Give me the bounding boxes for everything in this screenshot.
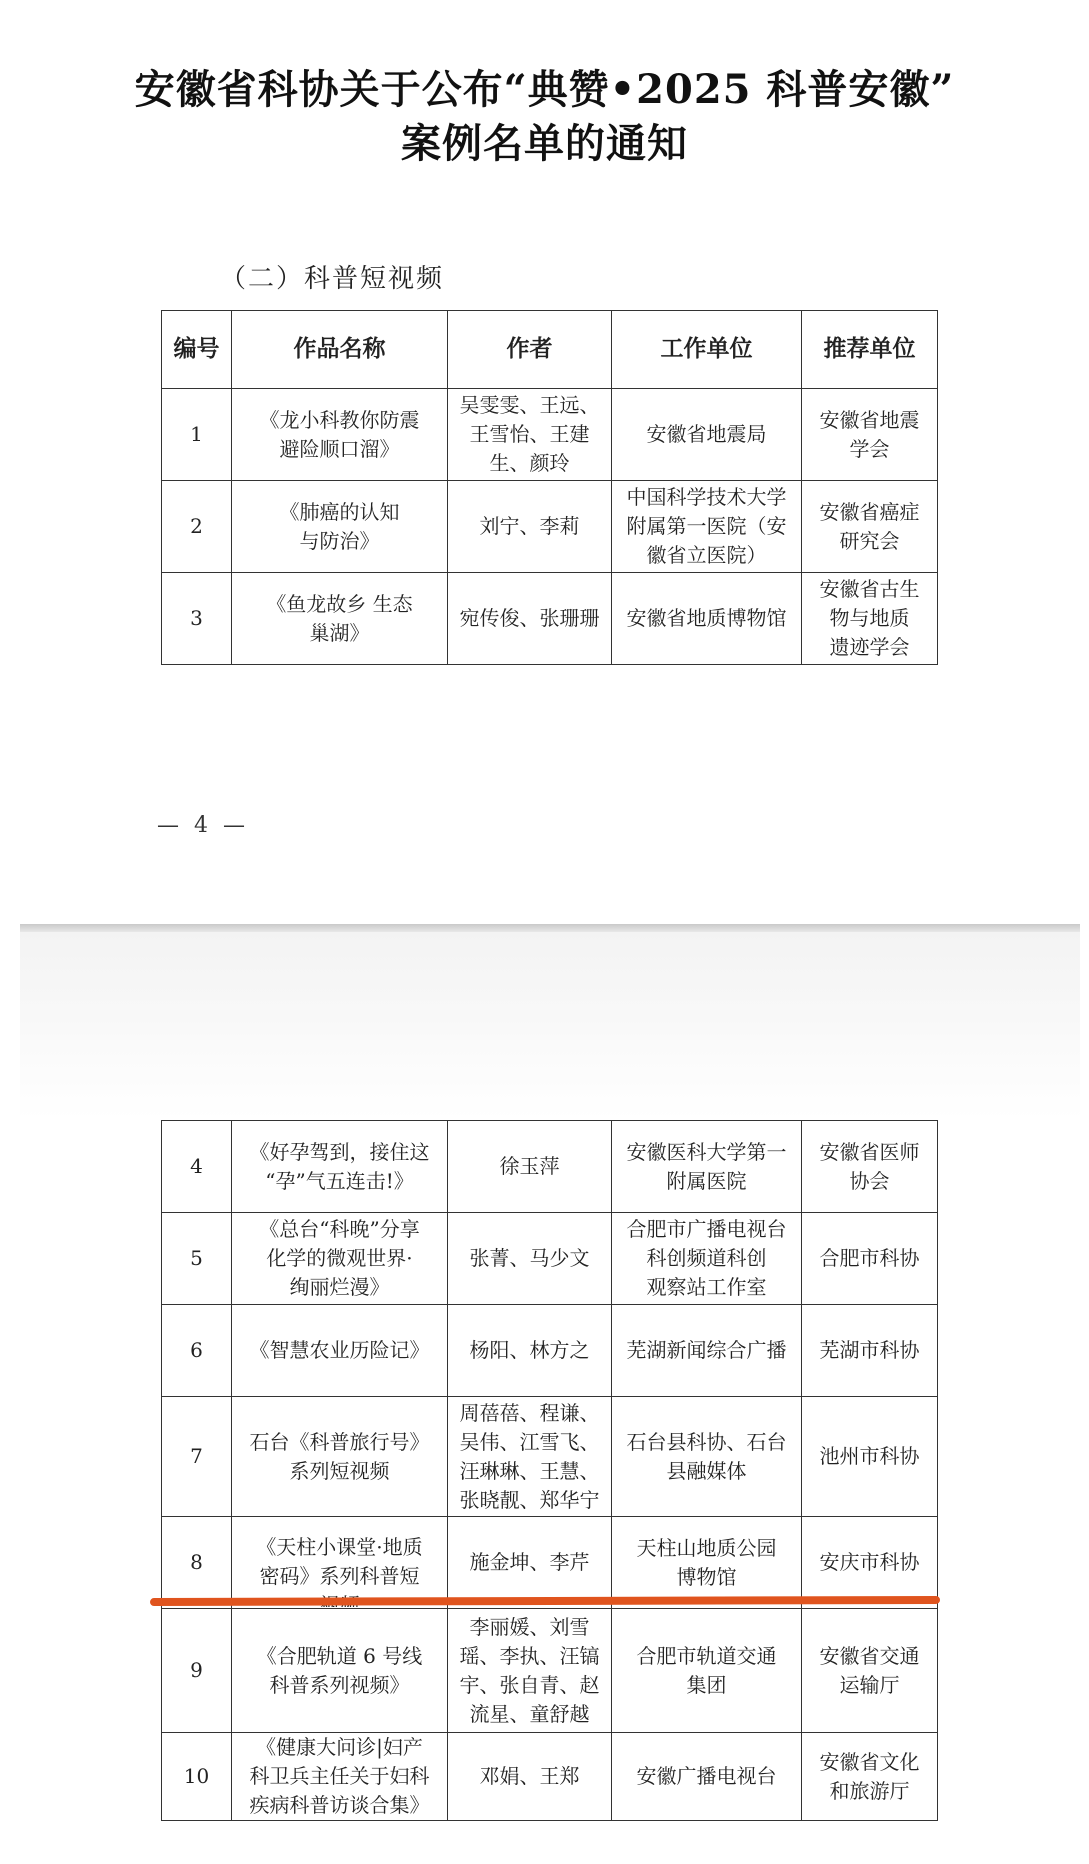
work-line: 《鱼龙故乡 生态 <box>266 591 413 616</box>
cell-no: 10 <box>162 1733 232 1821</box>
cell-recommender <box>802 1397 938 1517</box>
unit-line: 安徽省地质博物馆 <box>626 606 787 630</box>
document-title-line2: 案例名单的通知 <box>401 120 688 167</box>
cell-recommender <box>802 573 938 665</box>
authors-line: 徐玉萍 <box>499 1154 560 1178</box>
cell-no: 4 <box>162 1121 232 1213</box>
table-row <box>162 481 938 573</box>
unit-line: 安徽广播电视台 <box>636 1764 777 1788</box>
case-list-table-part1 <box>161 310 938 665</box>
work-line: “孕”气五连击!》 <box>265 1168 414 1193</box>
recommender-line: 安庆市科协 <box>819 1550 920 1574</box>
recommender-line: 安徽省医师 <box>819 1139 920 1164</box>
recommender-line: 合肥市科协 <box>819 1246 920 1270</box>
cell-unit <box>612 1121 802 1213</box>
recommender-line: 研究会 <box>839 528 900 553</box>
cell-unit <box>612 1517 802 1609</box>
cell-work <box>232 1609 448 1733</box>
authors-line: 施金坤、李芹 <box>469 1550 590 1574</box>
cell-work <box>232 389 448 481</box>
page-separator <box>20 924 1080 932</box>
work-line: 《好孕驾到，接住这 <box>249 1139 430 1164</box>
cell-work <box>232 481 448 573</box>
cell-unit <box>612 573 802 665</box>
work-line: 《总台“科晚”分享 <box>259 1217 420 1241</box>
authors-line: 流星、童舒越 <box>469 1701 590 1726</box>
table-row <box>162 389 938 481</box>
recommender-line: 和旅游厅 <box>829 1778 910 1803</box>
work-line: 《健康大问诊|妇产 <box>256 1735 423 1759</box>
unit-line: 安徽医科大学第一 <box>626 1139 787 1164</box>
cell-unit <box>612 389 802 481</box>
cell-recommender <box>802 389 938 481</box>
work-line: 科卫兵主任关于妇科 <box>249 1764 430 1788</box>
table-row <box>162 1517 938 1609</box>
unit-line: 博物馆 <box>676 1564 737 1589</box>
page-separator-shadow <box>20 932 1080 1120</box>
authors-line: 宛传俊、张珊珊 <box>459 606 600 630</box>
cell-no: 8 <box>162 1517 232 1609</box>
work-line: 系列短视频 <box>289 1458 390 1483</box>
work-line: 石台《科普旅行号》 <box>249 1429 430 1454</box>
page-number: — 4 — <box>157 813 249 838</box>
table-row <box>162 573 938 665</box>
recommender-line: 安徽省交通 <box>819 1643 920 1668</box>
work-line: 化学的微观世界· <box>266 1246 413 1270</box>
table-row <box>162 1609 938 1733</box>
work-line: 巢湖》 <box>309 620 370 645</box>
cell-recommender <box>802 1121 938 1213</box>
document-title-line1: 安徽省科协关于公布“典赞•2025 科普安徽” <box>134 66 955 113</box>
cell-authors <box>448 1305 612 1397</box>
recommender-line: 安徽省文化 <box>819 1749 920 1774</box>
recommender-line: 芜湖市科协 <box>819 1338 920 1362</box>
authors-line: 张晓靓、郑华宁 <box>459 1487 600 1512</box>
cell-no: 5 <box>162 1213 232 1305</box>
cell-unit <box>612 1397 802 1517</box>
cell-no: 3 <box>162 573 232 665</box>
work-line: 《龙小科教你防震 <box>259 407 420 432</box>
unit-line: 中国科学技术大学 <box>626 485 787 509</box>
cell-authors <box>448 1121 612 1213</box>
authors-line: 邓娟、王郑 <box>479 1764 580 1788</box>
cell-work <box>232 1213 448 1305</box>
unit-line: 芜湖新闻综合广播 <box>626 1338 787 1362</box>
cell-authors <box>448 573 612 665</box>
authors-line: 吴伟、江雪飞、 <box>459 1429 600 1454</box>
recommender-line: 池州市科协 <box>819 1444 920 1468</box>
authors-line: 生、颜玲 <box>489 451 570 475</box>
cell-authors <box>448 1517 612 1609</box>
cell-work <box>232 1305 448 1397</box>
cell-authors <box>448 1609 612 1733</box>
unit-line: 附属第一医院（安 <box>626 514 787 538</box>
cell-recommender <box>802 1733 938 1821</box>
header-unit: 工作单位 <box>612 311 802 389</box>
recommender-line: 学会 <box>849 436 890 461</box>
unit-line: 石台县科协、石台 <box>626 1429 787 1454</box>
header-authors: 作者 <box>448 311 612 389</box>
authors-line: 杨阳、林方之 <box>469 1338 590 1362</box>
unit-line: 附属医院 <box>666 1168 747 1193</box>
work-line: 绚丽烂漫》 <box>289 1275 390 1299</box>
cell-recommender <box>802 1305 938 1397</box>
work-line: 密码》系列科普短 <box>259 1563 420 1588</box>
work-line: 《天柱小课堂·地质 <box>256 1534 423 1559</box>
unit-line: 天柱山地质公园 <box>636 1535 777 1560</box>
header-work: 作品名称 <box>232 311 448 389</box>
cell-no: 2 <box>162 481 232 573</box>
authors-line: 周蓓蓓、程谦、 <box>459 1400 600 1425</box>
table-row <box>162 1397 938 1517</box>
recommender-line: 安徽省古生 <box>819 577 920 601</box>
cell-work <box>232 1733 448 1821</box>
cell-recommender <box>802 481 938 573</box>
document-page-top <box>0 0 1089 915</box>
authors-line: 瑶、李执、汪镐 <box>459 1643 600 1668</box>
cell-work <box>232 573 448 665</box>
work-line: 《肺癌的认知 <box>279 499 400 524</box>
work-line: 避险顺口溜》 <box>279 436 400 461</box>
authors-line: 宇、张自青、赵 <box>459 1672 600 1697</box>
cell-unit <box>612 1609 802 1733</box>
recommender-line: 安徽省癌症 <box>819 499 920 524</box>
cell-no: 6 <box>162 1305 232 1397</box>
work-line: 疾病科普访谈合集》 <box>249 1793 430 1817</box>
unit-line: 合肥市广播电视台 <box>626 1217 787 1241</box>
authors-line: 刘宁、李莉 <box>479 514 580 538</box>
table-row <box>162 1213 938 1305</box>
recommender-line: 物与地质 <box>829 606 910 630</box>
recommender-line: 协会 <box>849 1168 890 1193</box>
cell-no: 9 <box>162 1609 232 1733</box>
recommender-line: 运输厅 <box>839 1672 900 1697</box>
unit-line: 合肥市轨道交通 <box>636 1643 777 1668</box>
unit-line: 徽省立医院） <box>646 543 767 567</box>
unit-line: 安徽省地震局 <box>646 422 767 446</box>
header-no: 编号 <box>162 311 232 389</box>
cell-no: 7 <box>162 1397 232 1517</box>
work-line: 科普系列视频》 <box>269 1672 410 1697</box>
unit-line: 观察站工作室 <box>646 1275 767 1299</box>
cell-authors <box>448 1733 612 1821</box>
authors-line: 张菁、马少文 <box>469 1246 590 1270</box>
cell-work <box>232 1397 448 1517</box>
authors-line: 王雪怡、王建 <box>469 422 590 446</box>
header-recommender: 推荐单位 <box>802 311 938 389</box>
cell-unit <box>612 1305 802 1397</box>
cell-no: 1 <box>162 389 232 481</box>
cell-unit <box>612 1733 802 1821</box>
cell-work <box>232 1517 448 1609</box>
unit-line: 科创频道科创 <box>646 1246 767 1270</box>
table-row <box>162 1305 938 1397</box>
cell-authors <box>448 1397 612 1517</box>
work-line: 与防治》 <box>299 528 380 553</box>
cell-work <box>232 1121 448 1213</box>
unit-line: 县融媒体 <box>666 1458 747 1483</box>
cell-authors <box>448 1213 612 1305</box>
section-heading: （二）科普短视频 <box>220 264 445 294</box>
cell-unit <box>612 1213 802 1305</box>
cell-authors <box>448 481 612 573</box>
work-line: 《智慧农业历险记》 <box>249 1338 430 1362</box>
table-row <box>162 1121 938 1213</box>
recommender-line: 安徽省地震 <box>819 407 920 432</box>
cell-recommender <box>802 1213 938 1305</box>
work-line: 《合肥轨道 6 号线 <box>256 1643 423 1668</box>
table-row <box>162 1733 938 1821</box>
cell-recommender <box>802 1517 938 1609</box>
authors-line: 李丽媛、刘雪 <box>469 1614 590 1639</box>
table-header-row <box>162 311 938 389</box>
cell-unit <box>612 481 802 573</box>
cell-recommender <box>802 1609 938 1733</box>
authors-line: 吴雯雯、王远、 <box>459 393 600 417</box>
authors-line: 汪琳琳、王慧、 <box>459 1458 600 1483</box>
case-list-table-part2 <box>161 1120 938 1821</box>
recommender-line: 遗迹学会 <box>829 635 910 659</box>
unit-line: 集团 <box>686 1672 727 1697</box>
cell-authors <box>448 389 612 481</box>
